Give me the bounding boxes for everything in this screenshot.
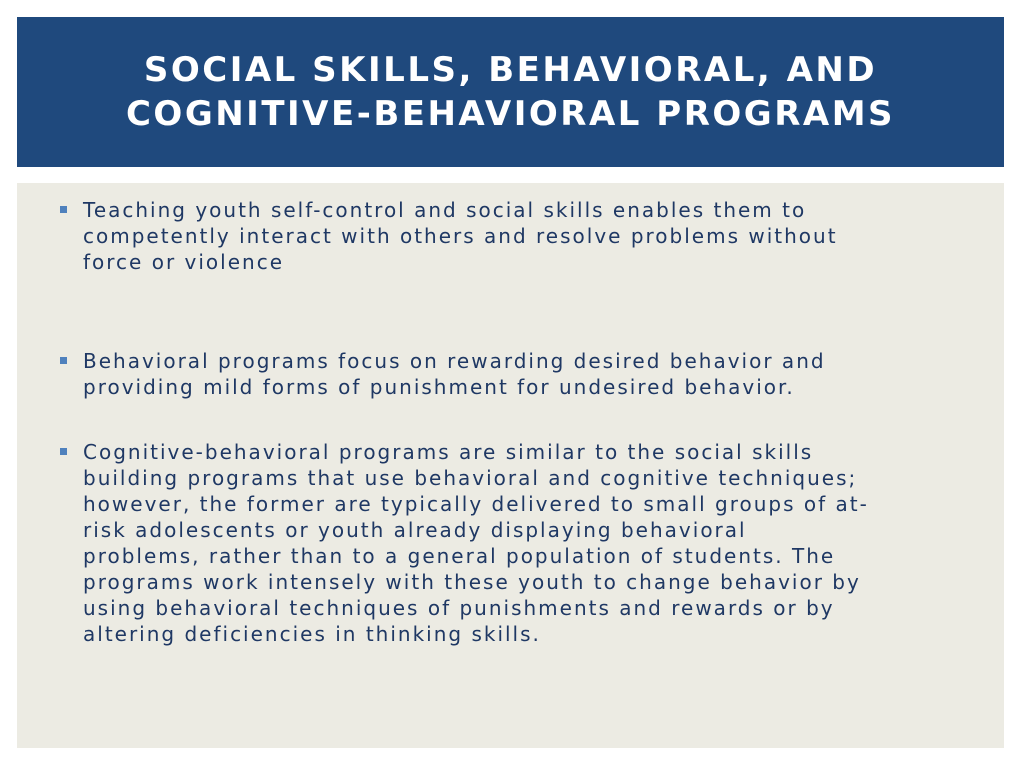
bullet-line: providing mild forms of punishment for undesired behavior.: [83, 375, 795, 399]
bullet-line: competently interact with others and resolve problems without: [83, 224, 838, 248]
bullet-line: Cognitive-behavioral programs are similar to the social skills: [83, 440, 814, 464]
bullet-line: risk adolescents or youth already displaying behavioral: [83, 518, 747, 542]
bullet-line: however, the former are typically delivered to small groups of at-: [83, 492, 869, 516]
bullet-line: building programs that use behavioral and cognitive techniques;: [83, 466, 858, 490]
bullet-text: [83, 348, 826, 400]
bullet-line: problems, rather than to a general population of students. The: [83, 544, 836, 568]
bullet-square-icon: [60, 206, 67, 213]
slide-title-line-2: COGNITIVE-BEHAVIORAL PROGRAMS: [125, 94, 896, 134]
bullet-square-icon: [60, 357, 67, 364]
bullet-line: using behavioral techniques of punishments and rewards or by: [83, 596, 835, 620]
bullet-item: [60, 197, 960, 275]
bullet-square-icon: [60, 448, 67, 455]
bullet-item: [60, 439, 960, 647]
slide-title-line-1: SOCIAL SKILLS, BEHAVIORAL, AND: [143, 50, 878, 90]
title-bar: [17, 17, 1004, 167]
bullet-item: [60, 348, 960, 400]
bullet-line: Teaching youth self-control and social skills enables them to: [83, 198, 807, 222]
bullet-text: [83, 439, 869, 647]
bullet-line: Behavioral programs focus on rewarding desired behavior and: [83, 349, 826, 373]
bullet-line: programs work intensely with these youth to change behavior by: [83, 570, 861, 594]
content-area: [17, 183, 1004, 748]
bullet-text: [83, 197, 838, 275]
bullet-line: altering deficiencies in thinking skills.: [83, 622, 541, 646]
bullet-line: force or violence: [83, 250, 285, 274]
